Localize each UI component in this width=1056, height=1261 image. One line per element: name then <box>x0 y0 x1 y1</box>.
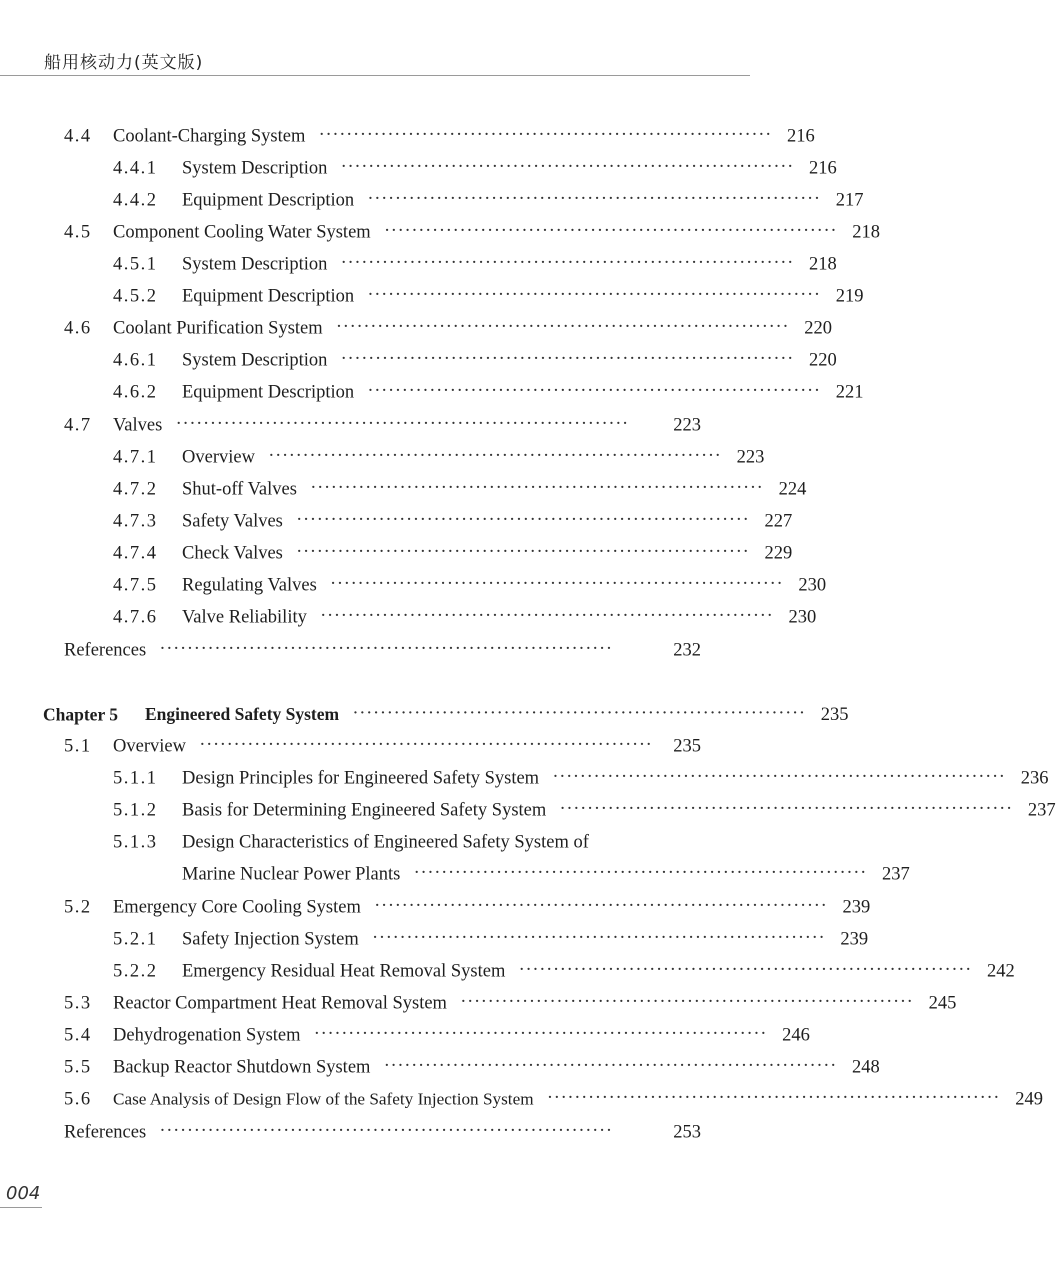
toc-entry-4-7-3[interactable] <box>0 506 793 538</box>
page-ref: 235 <box>673 736 701 757</box>
section-title: Basis for Determining Engineered Safety System <box>182 800 547 821</box>
page-number: 004 <box>6 1183 41 1204</box>
section-number: 4.4 <box>64 126 92 147</box>
section-number: 5.1.1 <box>113 768 158 789</box>
toc-entry-4-6-1[interactable] <box>0 345 837 377</box>
section-number: 5.2.1 <box>113 929 158 950</box>
dot-leader: ·································································· <box>330 576 785 592</box>
page-ref: 223 <box>736 447 765 468</box>
section-number: 4.6.2 <box>113 382 158 403</box>
section-number: 4.7.2 <box>113 479 158 500</box>
section-title: Component Cooling Water System <box>113 222 371 243</box>
section-title: Shut-off Valves <box>182 479 297 500</box>
section-title-continued: Marine Nuclear Power Plants <box>182 864 401 885</box>
toc-entry-4-5-1[interactable] <box>0 249 837 281</box>
page-ref: 249 <box>1015 1089 1043 1110</box>
section-title: Regulating Valves <box>182 575 317 596</box>
dot-leader: ·································································· <box>374 898 829 914</box>
section-title: Emergency Residual Heat Removal System <box>182 961 506 982</box>
section-title: Safety Injection System <box>182 929 359 950</box>
footer-rule <box>0 1207 42 1208</box>
dot-leader: ·································································· <box>368 287 822 303</box>
page-ref: 248 <box>852 1057 880 1078</box>
page-ref: 217 <box>835 190 864 211</box>
dot-leader: ·································································· <box>368 191 822 207</box>
toc-entry-5-4[interactable] <box>0 1020 810 1052</box>
toc-entry-5-6[interactable] <box>0 1084 1043 1116</box>
dot-leader: ·································································· <box>384 223 839 239</box>
dot-leader: ·································································· <box>560 801 1014 817</box>
dot-leader: ·································································· <box>319 127 773 143</box>
book-title: 船用核动力(英文版) <box>44 53 204 73</box>
page-ref: 229 <box>764 543 793 564</box>
section-title: Check Valves <box>182 543 283 564</box>
section-number: 5.2 <box>64 897 92 918</box>
dot-leader: ·································································· <box>268 448 723 464</box>
running-header <box>0 0 750 76</box>
section-title: Backup Reactor Shutdown System <box>113 1057 371 1078</box>
section-title: Equipment Description <box>182 382 355 403</box>
dot-leader: ·································································· <box>199 737 654 753</box>
toc-entry-5-1[interactable] <box>0 731 750 763</box>
toc-entry-4-7-4[interactable] <box>0 538 793 570</box>
dot-leader: ·································································· <box>460 994 915 1010</box>
page-ref: 253 <box>673 1122 701 1143</box>
toc-entry-4-7-5[interactable] <box>0 570 827 602</box>
chapter-title: Engineered Safety System <box>145 704 340 724</box>
section-title: System Description <box>182 158 328 179</box>
section-number: 4.5.1 <box>113 254 158 275</box>
toc-entry-chapter-5[interactable] <box>0 699 849 731</box>
dot-leader: ·································································· <box>519 962 973 978</box>
dot-leader: ·································································· <box>368 383 822 399</box>
toc-entry-5-3[interactable] <box>0 988 957 1020</box>
dot-leader: ·································································· <box>353 706 807 721</box>
toc-entry-4-4-2[interactable] <box>0 185 864 217</box>
section-number: 4.6 <box>64 318 92 339</box>
page-ref: 232 <box>673 640 701 661</box>
page-ref: 230 <box>798 575 827 596</box>
toc-entry-4-7[interactable] <box>0 410 750 442</box>
toc-entry-4-7-1[interactable] <box>0 442 765 474</box>
dot-leader: ·································································· <box>553 769 1007 785</box>
page-ref: 219 <box>835 286 864 307</box>
dot-leader: ·································································· <box>547 1090 1001 1106</box>
dot-leader: ·································································· <box>160 641 614 657</box>
toc-entry-4-5[interactable] <box>0 217 881 249</box>
section-number: 5.1.2 <box>113 800 158 821</box>
toc-entry-5-1-3-continued[interactable] <box>0 859 910 891</box>
section-number: 4.7.4 <box>113 543 158 564</box>
chapter-number: Chapter 5 <box>43 704 119 725</box>
page-ref: 230 <box>788 607 817 628</box>
section-title: System Description <box>182 350 328 371</box>
section-title: References <box>64 640 147 661</box>
page-ref: 218 <box>852 222 881 243</box>
dot-leader: ·································································· <box>384 1058 838 1074</box>
page-ref: 218 <box>809 254 837 275</box>
toc-entry-4-6[interactable] <box>0 313 833 345</box>
dot-leader: ·································································· <box>341 255 795 271</box>
page-ref: 227 <box>764 511 793 532</box>
toc-entry-5-1-3[interactable] <box>0 827 750 859</box>
page-ref: 237 <box>1027 800 1056 821</box>
section-number: 4.5 <box>64 222 92 243</box>
section-number: 4.5.2 <box>113 286 158 307</box>
section-number: 4.7.5 <box>113 575 158 596</box>
section-number: 4.6.1 <box>113 350 158 371</box>
section-title: Valve Reliability <box>182 607 307 628</box>
page-ref: 236 <box>1020 768 1049 789</box>
section-title: Equipment Description <box>182 190 355 211</box>
section-number: 4.7.1 <box>113 447 158 468</box>
page-ref: 216 <box>809 158 837 179</box>
dot-leader: ·································································· <box>296 512 751 528</box>
section-title: Reactor Compartment Heat Removal System <box>113 993 447 1014</box>
page-ref: 216 <box>786 126 815 147</box>
dot-leader: ·································································· <box>176 416 630 432</box>
dot-leader: ·································································· <box>320 608 775 624</box>
section-number: 5.4 <box>64 1025 92 1046</box>
page-ref: 221 <box>835 382 864 403</box>
toc-entry-5-2[interactable] <box>0 892 871 924</box>
section-number: 4.7.3 <box>113 511 158 532</box>
section-title: Overview <box>113 736 186 757</box>
page-ref: 239 <box>840 929 869 950</box>
dot-leader: ·································································· <box>336 319 791 335</box>
toc-entry-4-6-2[interactable] <box>0 377 864 409</box>
section-number: 4.4.1 <box>113 158 158 179</box>
section-number: 5.1 <box>64 736 92 757</box>
section-title: Design Principles for Engineered Safety System <box>182 768 540 789</box>
section-number: 5.6 <box>64 1089 92 1110</box>
section-title: System Description <box>182 254 328 275</box>
dot-leader: ·································································· <box>160 1123 614 1139</box>
section-number: 5.2.2 <box>113 961 158 982</box>
section-title: Design Characteristics of Engineered Safety System of <box>182 832 589 853</box>
section-title: Dehydrogenation System <box>113 1025 301 1046</box>
page-ref: 223 <box>673 415 701 436</box>
page-ref: 242 <box>986 961 1015 982</box>
dot-leader: ·································································· <box>341 159 795 175</box>
section-title: References <box>64 1122 147 1143</box>
toc-entry-5-2-1[interactable] <box>0 924 869 956</box>
toc-entry-5-5[interactable] <box>0 1052 880 1084</box>
toc-entry-4-4[interactable] <box>0 121 815 153</box>
dot-leader: ·································································· <box>310 480 765 496</box>
section-title: Equipment Description <box>182 286 355 307</box>
dot-leader: ·································································· <box>372 930 827 946</box>
section-title: Coolant Purification System <box>113 318 323 339</box>
page-ref: 224 <box>778 479 807 500</box>
page-ref: 246 <box>782 1025 810 1046</box>
page-ref: 220 <box>809 350 837 371</box>
section-title: Safety Valves <box>182 511 283 532</box>
toc-entry-5-1-2[interactable] <box>0 795 1056 827</box>
dot-leader: ·································································· <box>414 865 868 881</box>
section-number: 4.4.2 <box>113 190 158 211</box>
section-title: Case Analysis of Design Flow of the Safety Injection System <box>113 1089 534 1109</box>
toc-entry-references-ch4[interactable] <box>0 635 750 667</box>
toc-entry-5-2-2[interactable] <box>0 956 1015 988</box>
section-number: 5.5 <box>64 1057 92 1078</box>
section-number: 4.7.6 <box>113 607 158 628</box>
page-ref: 220 <box>804 318 833 339</box>
page-ref: 235 <box>820 705 849 725</box>
section-title: Emergency Core Cooling System <box>113 897 361 918</box>
page-ref: 245 <box>928 993 957 1014</box>
page-ref: 237 <box>881 864 910 885</box>
toc-entry-4-5-2[interactable] <box>0 281 864 313</box>
section-number: 4.7 <box>64 415 92 436</box>
section-title: Valves <box>113 415 163 436</box>
toc-entry-4-4-1[interactable] <box>0 153 837 185</box>
toc-entry-4-7-2[interactable] <box>0 474 807 506</box>
section-number: 5.3 <box>64 993 92 1014</box>
section-title: Overview <box>182 447 255 468</box>
toc-entry-4-7-6[interactable] <box>0 602 817 634</box>
dot-leader: ·································································· <box>296 544 751 560</box>
dot-leader: ·································································· <box>341 351 795 367</box>
toc-entry-5-1-1[interactable] <box>0 763 1049 795</box>
section-number: 5.1.3 <box>113 832 158 853</box>
page-ref: 239 <box>842 897 871 918</box>
dot-leader: ·································································· <box>314 1026 768 1042</box>
toc-entry-references-ch5[interactable] <box>0 1117 750 1149</box>
section-title: Coolant-Charging System <box>113 126 306 147</box>
